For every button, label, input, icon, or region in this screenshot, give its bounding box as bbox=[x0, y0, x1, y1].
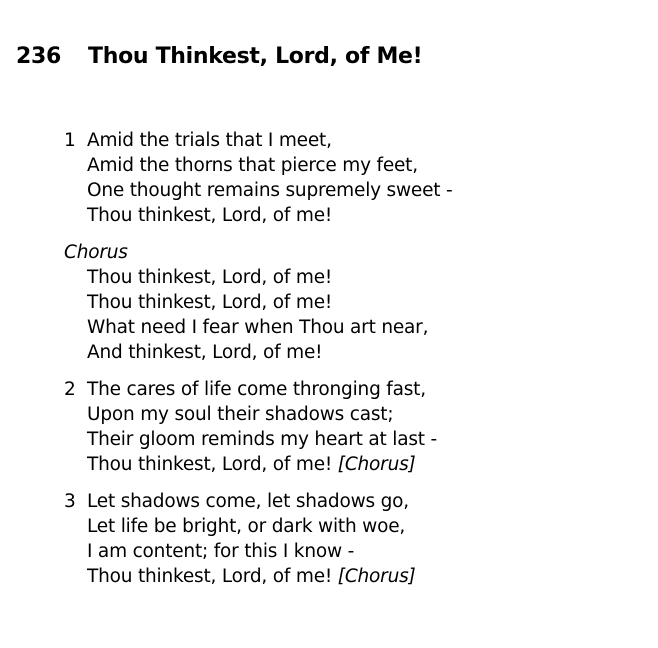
verse-number: 1 bbox=[64, 130, 76, 151]
verse-line-text: Amid the thorns that pierce my feet, bbox=[87, 155, 418, 176]
verse-line-text: Their gloom reminds my heart at last - bbox=[87, 429, 438, 450]
verse-line bbox=[64, 402, 453, 427]
verse-1 bbox=[64, 128, 453, 228]
verse-line bbox=[64, 564, 453, 589]
verse-line bbox=[64, 539, 453, 564]
verse-line bbox=[64, 128, 453, 153]
verse-line-text: I am content; for this I know - bbox=[87, 541, 355, 562]
chorus-label: Chorus bbox=[64, 242, 128, 263]
verse-line-text: Upon my soul their shadows cast; bbox=[87, 404, 394, 425]
verse-line bbox=[64, 427, 453, 452]
verse-2 bbox=[64, 377, 453, 477]
verse-line bbox=[64, 178, 453, 203]
chorus-line bbox=[64, 265, 453, 290]
lyrics bbox=[64, 128, 453, 601]
chorus-line-text: Thou thinkest, Lord, of me! bbox=[87, 292, 333, 313]
verse-line-text: Thou thinkest, Lord, of me! bbox=[87, 566, 333, 587]
verse-line bbox=[64, 514, 453, 539]
verse-line-text: Let life be bright, or dark with woe, bbox=[87, 516, 406, 537]
verse-number: 3 bbox=[64, 491, 76, 512]
verse-line bbox=[64, 452, 453, 477]
chorus-reference: [Chorus] bbox=[337, 454, 416, 475]
chorus-line-text: What need I fear when Thou art near, bbox=[87, 317, 429, 338]
verse-line-text: Amid the trials that I meet, bbox=[87, 130, 332, 151]
verse-line-text: Let shadows come, let shadows go, bbox=[87, 491, 409, 512]
hymn-number: 236 bbox=[16, 44, 62, 69]
chorus-line bbox=[64, 340, 453, 365]
chorus-reference: [Chorus] bbox=[337, 566, 416, 587]
chorus-line-text: And thinkest, Lord, of me! bbox=[87, 342, 323, 363]
chorus bbox=[64, 240, 453, 365]
verse-line bbox=[64, 489, 453, 514]
verse-line-text: Thou thinkest, Lord, of me! bbox=[87, 454, 333, 475]
verse-line-text: The cares of life come thronging fast, bbox=[87, 379, 426, 400]
verse-line bbox=[64, 377, 453, 402]
verse-line bbox=[64, 203, 453, 228]
verse-number: 2 bbox=[64, 379, 76, 400]
verse-line-text: Thou thinkest, Lord, of me! bbox=[87, 205, 333, 226]
chorus-line bbox=[64, 315, 453, 340]
hymn-header bbox=[16, 44, 422, 69]
hymn-title: Thou Thinkest, Lord, of Me! bbox=[88, 44, 423, 69]
chorus-line bbox=[64, 290, 453, 315]
verse-3 bbox=[64, 489, 453, 589]
chorus-line-text: Thou thinkest, Lord, of me! bbox=[87, 267, 333, 288]
verse-line bbox=[64, 153, 453, 178]
verse-line-text: One thought remains supremely sweet - bbox=[87, 180, 453, 201]
